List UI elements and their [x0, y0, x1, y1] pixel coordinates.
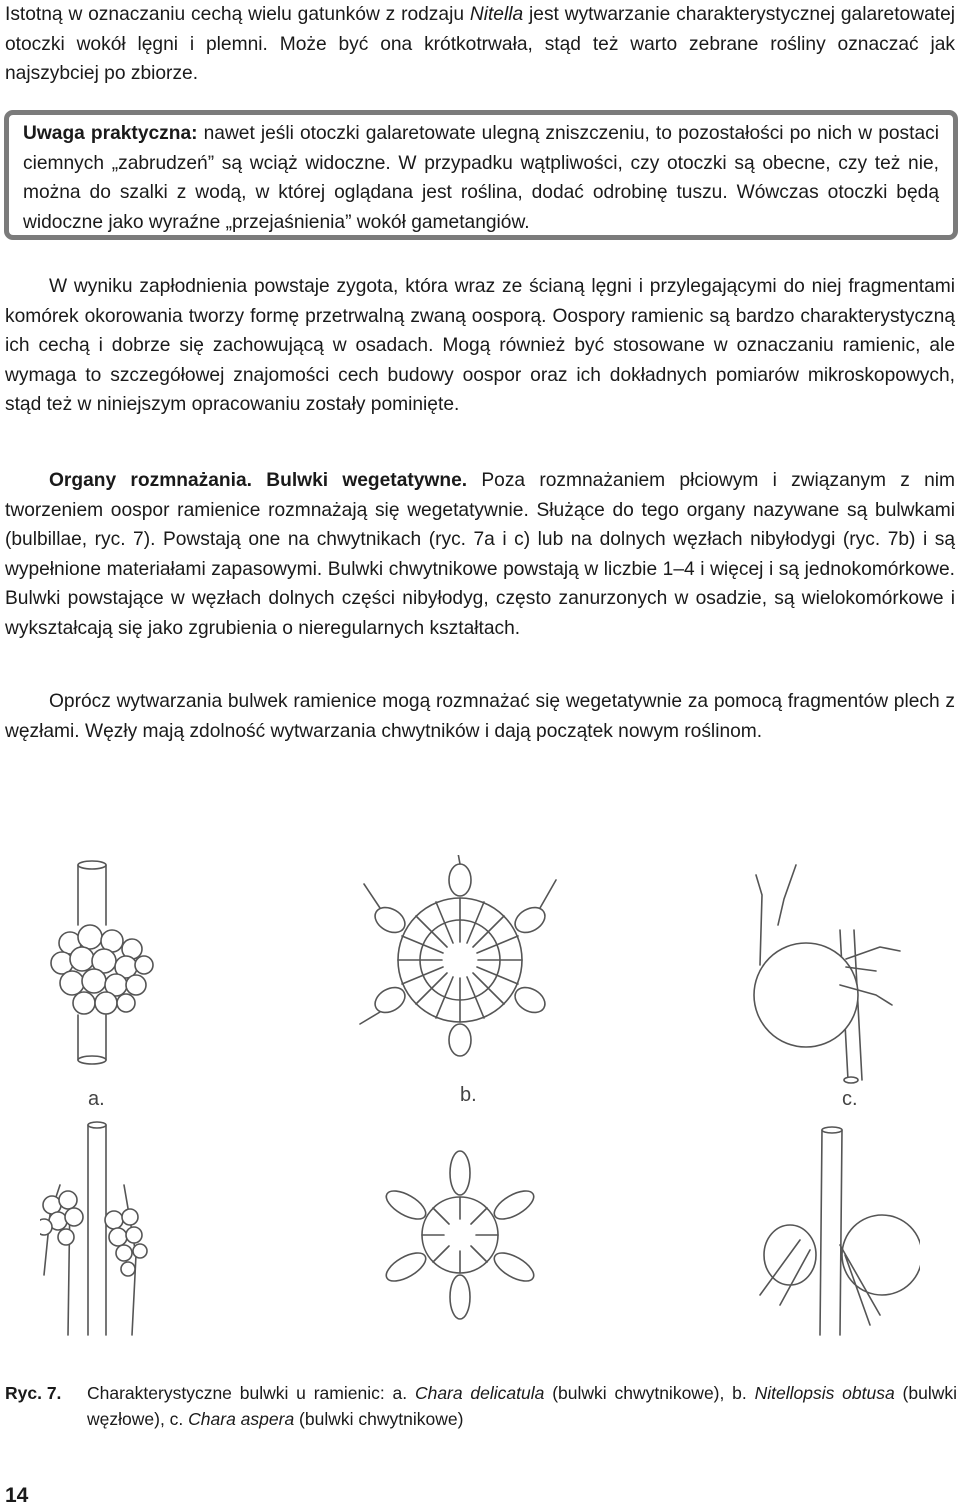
species-name: Chara aspera — [188, 1409, 295, 1429]
practical-note-text — [23, 119, 939, 237]
oospore-paragraph: W wyniku zapłodnienia powstaje zygota, która wraz ze ścianą lęgni i przylegającymi do niej fragmentami komórek okorowania tworzy formę przetrwalną zwaną oosporą. Oospory ramienic są bardzo charakterystyczną ich cechą i dobrze się zachowującą w osadach. Mogą również być stosowane w oznaczaniu ramienic, ale wymaga to szczegółowej znajomości cech budowy oospor oraz ich dokładnych pomiarów mikroskopowych, stąd też w niniejszym opracowaniu zostały pominięte. — [5, 276, 955, 415]
illustration-b-bottom — [382, 1151, 538, 1319]
text-span: Poza rozmnażaniem płciowym i związanym z nim tworzeniem oospor ramienice rozmnażają się wegetatywnie. Służące do tego organy nazywane są bulwkami (bulbillae, ryc. 7). Powstają one na chwytnikach (ryc. 7a i c) lub na dolnych węzłach nibyłodygi (ryc. 7b) i są wypełnione materiałami zapasowymi. Bulwki chwytnikowe powstają w liczbie 1–4 i więcej i są jednokomórkowe. Bulwki powstające w węzłach dolnych części nibyłodyg, często zanurzonych w osadzie, są wielokomórkowe i wykształcają się jako zgrubienia o nieregularnych kształtach. — [5, 470, 956, 639]
page-number: 14 — [5, 1484, 29, 1507]
illustration-a-bottom — [40, 1122, 147, 1335]
caption-text — [87, 1380, 957, 1432]
figure-label-b: b. — [460, 1084, 477, 1106]
text-span: Istotną w oznaczaniu cechą wielu gatunków z rodzaju — [5, 4, 470, 25]
bulbil-illustrations — [40, 855, 920, 1345]
text-span: Charakterystyczne bulwki u ramienic: a. — [87, 1383, 415, 1403]
figure-bulbils — [40, 855, 920, 1345]
illustration-a-top — [51, 861, 153, 1064]
text-span: (bulwki chwytnikowe) — [294, 1409, 464, 1429]
figure-label-c: c. — [842, 1088, 858, 1110]
species-name: Chara delicatula — [414, 1383, 545, 1403]
vegetative-organs-paragraph — [5, 466, 955, 643]
section-heading: Organy rozmnażania. Bulwki wegetatywne. — [49, 470, 468, 491]
caption-label: Ryc. 7. — [5, 1383, 62, 1403]
text-span: (bulwki węzłowe), c. — [87, 1383, 958, 1429]
text-span: nawet jeśli otoczki galaretowate ulegną zniszczeniu, to pozostałości po nich w postaci ciemnych „zabrudzeń” są wciąż widoczne. W przypadku wątpliwości, czy otoczki są obecne, czy też nie, można do szalki z wodą, w której oglądana jest roślina, dodać odrobinę tuszu. Wówczas otoczki będą widoczne jako wyraźne „przejaśnienia” wokół gametangiów. — [23, 123, 939, 233]
fragments-paragraph: Oprócz wytwarzania bulwek ramienice mogą rozmnażać się wegetatywnie za pomocą fragmentów plech z węzłami. Węzły mają zdolność wytwarzania chwytników i dają początek nowym roślinom. — [5, 691, 955, 742]
text-span: jest wytwarzanie charakterystycznej galaretowatej otoczki wokół lęgni i plemni. Może być ona krótkotrwała, stąd też warto zebrane rośliny oznaczać jak najszybciej po zbiorze. — [5, 4, 955, 84]
figure-label-a: a. — [88, 1088, 105, 1110]
practical-note-label: Uwaga praktyczna: — [23, 123, 198, 144]
intro-paragraph — [5, 0, 955, 89]
practical-note-box — [4, 110, 958, 240]
illustration-b-top — [360, 855, 556, 1056]
illustration-c-top — [754, 865, 900, 1083]
genus-name: Nitella — [469, 4, 524, 25]
illustration-c-bottom — [760, 1127, 920, 1335]
text-span: (bulwki chwytnikowe), b. — [544, 1383, 755, 1403]
species-name: Nitellopsis obtusa — [754, 1383, 895, 1403]
